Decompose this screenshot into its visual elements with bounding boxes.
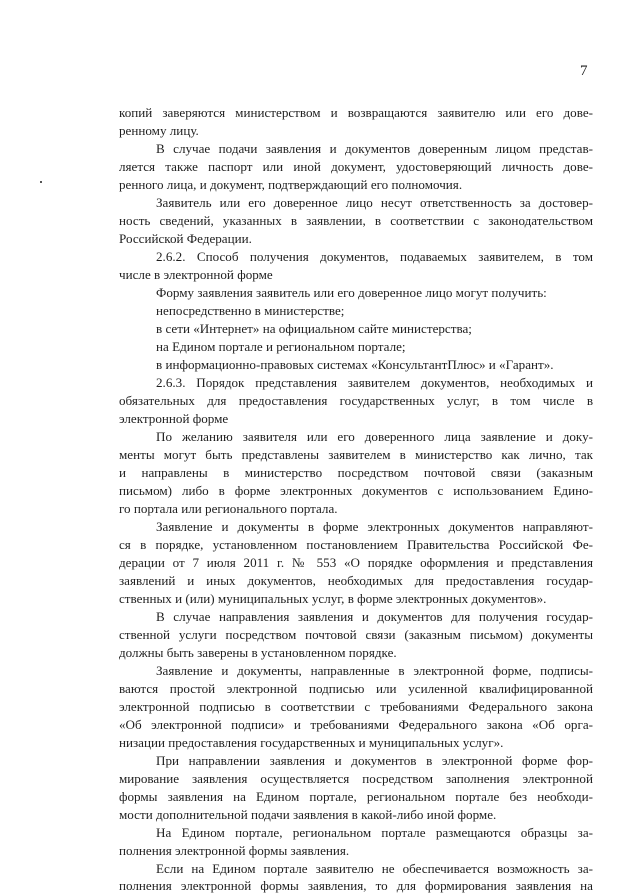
text-line: копий заверяются министерством и возвращаются заявителю или его дове- <box>119 105 593 120</box>
text-line: полнения электронной формы заявления. <box>119 843 350 858</box>
list-item: в сети «Интернет» на официальном сайте министерства; <box>156 321 472 336</box>
text-line: ренного лица, и документ, подтверждающий его полномочия. <box>119 177 463 192</box>
text-line: низации предоставления государственных и муниципальных услуг». <box>119 735 504 750</box>
text-line: ственных и (или) муниципальных услуг, в форме электронных документов». <box>119 591 547 606</box>
text-line: ваются простой электронной подписью или усиленной квалифицированной <box>119 681 593 696</box>
text-line: дерации от 7 июля 2011 г. № 553 «О порядке оформления и представления <box>119 555 593 570</box>
text-line: В случае подачи заявления и документов доверенным лицом представ- <box>156 141 593 156</box>
text-line: Если на Едином портале заявителю не обеспечивается возможность за- <box>156 861 593 876</box>
text-line: В случае направления заявления и документов для получения государ- <box>156 609 593 624</box>
text-line: мирование заявления осуществляется посредством заполнения электронной <box>119 771 593 786</box>
text-line: На Едином портале, региональном портале размещаются образцы за- <box>156 825 593 840</box>
section-heading-line: обязательных для предоставления государственных услуг, в том числе в <box>119 393 593 408</box>
text-line: формы заявления на Едином портале, региональном портале без необходи- <box>119 789 593 804</box>
list-item: непосредственно в министерстве; <box>156 303 345 318</box>
text-line: ственной услуги посредством почтовой связи (заказным письмом) документы <box>119 627 593 642</box>
text-line: мости дополнительной подачи заявления в какой-либо иной форме. <box>119 807 497 822</box>
text-line: При направлении заявления и документов в электронной форме фор- <box>156 753 593 768</box>
text-line: менты могут быть представлены заявителем в министерство как лично, так <box>119 447 593 462</box>
text-line: Заявление и документы, направленные в электронной форме, подписы- <box>156 663 593 678</box>
text-line: заявлений и иных документов, необходимых для предоставления государ- <box>119 573 593 588</box>
text-line: ность сведений, указанных в заявлении, в соответствии с законодательством <box>119 213 593 228</box>
list-item: в информационно-правовых системах «КонсультантПлюс» и «Гарант». <box>156 357 554 372</box>
page-number: 7 <box>580 63 588 79</box>
section-heading-line: 2.6.2. Способ получения документов, подаваемых заявителем, в том <box>156 249 593 264</box>
text-line: электронной подписью в соответствии с требованиями Федерального закона <box>119 699 593 714</box>
text-line: Форму заявления заявитель или его доверенное лицо могут получить: <box>156 285 547 300</box>
text-line: «Об электронной подписи» и требованиями Федерального закона «Об орга- <box>119 717 593 732</box>
text-line: Заявление и документы в форме электронных документов направляют- <box>156 519 593 534</box>
section-heading-line: числе в электронной форме <box>119 267 273 282</box>
text-line: го портала или регионального портала. <box>119 501 338 516</box>
text-line: ся в порядке, установленном постановлением Правительства Российской Фе- <box>119 537 593 552</box>
text-line: должны быть заверены в установленном порядке. <box>119 645 397 660</box>
section-heading-line: 2.6.3. Порядок представления заявителем документов, необходимых и <box>156 375 593 390</box>
text-line: По желанию заявителя или его доверенного лица заявление и доку- <box>156 429 593 444</box>
scan-speck <box>40 181 42 183</box>
text-line: ренному лицу. <box>119 123 199 138</box>
text-line: ляется также паспорт или иной документ, удостоверяющий личность дове- <box>119 159 593 174</box>
text-line: письмом) либо в форме электронных документов с использованием Едино- <box>119 483 593 498</box>
list-item: на Едином портале и региональном портале; <box>156 339 406 354</box>
text-line: полнения электронной формы заявления, то для формирования заявления на <box>119 878 593 893</box>
section-heading-line: электронной форме <box>119 411 229 426</box>
text-line: Заявитель или его доверенное лицо несут ответственность за достовер- <box>156 195 593 210</box>
text-line: и направлены в министерство посредством почтовой связи (заказным <box>119 465 593 480</box>
text-line: Российской Федерации. <box>119 231 252 246</box>
